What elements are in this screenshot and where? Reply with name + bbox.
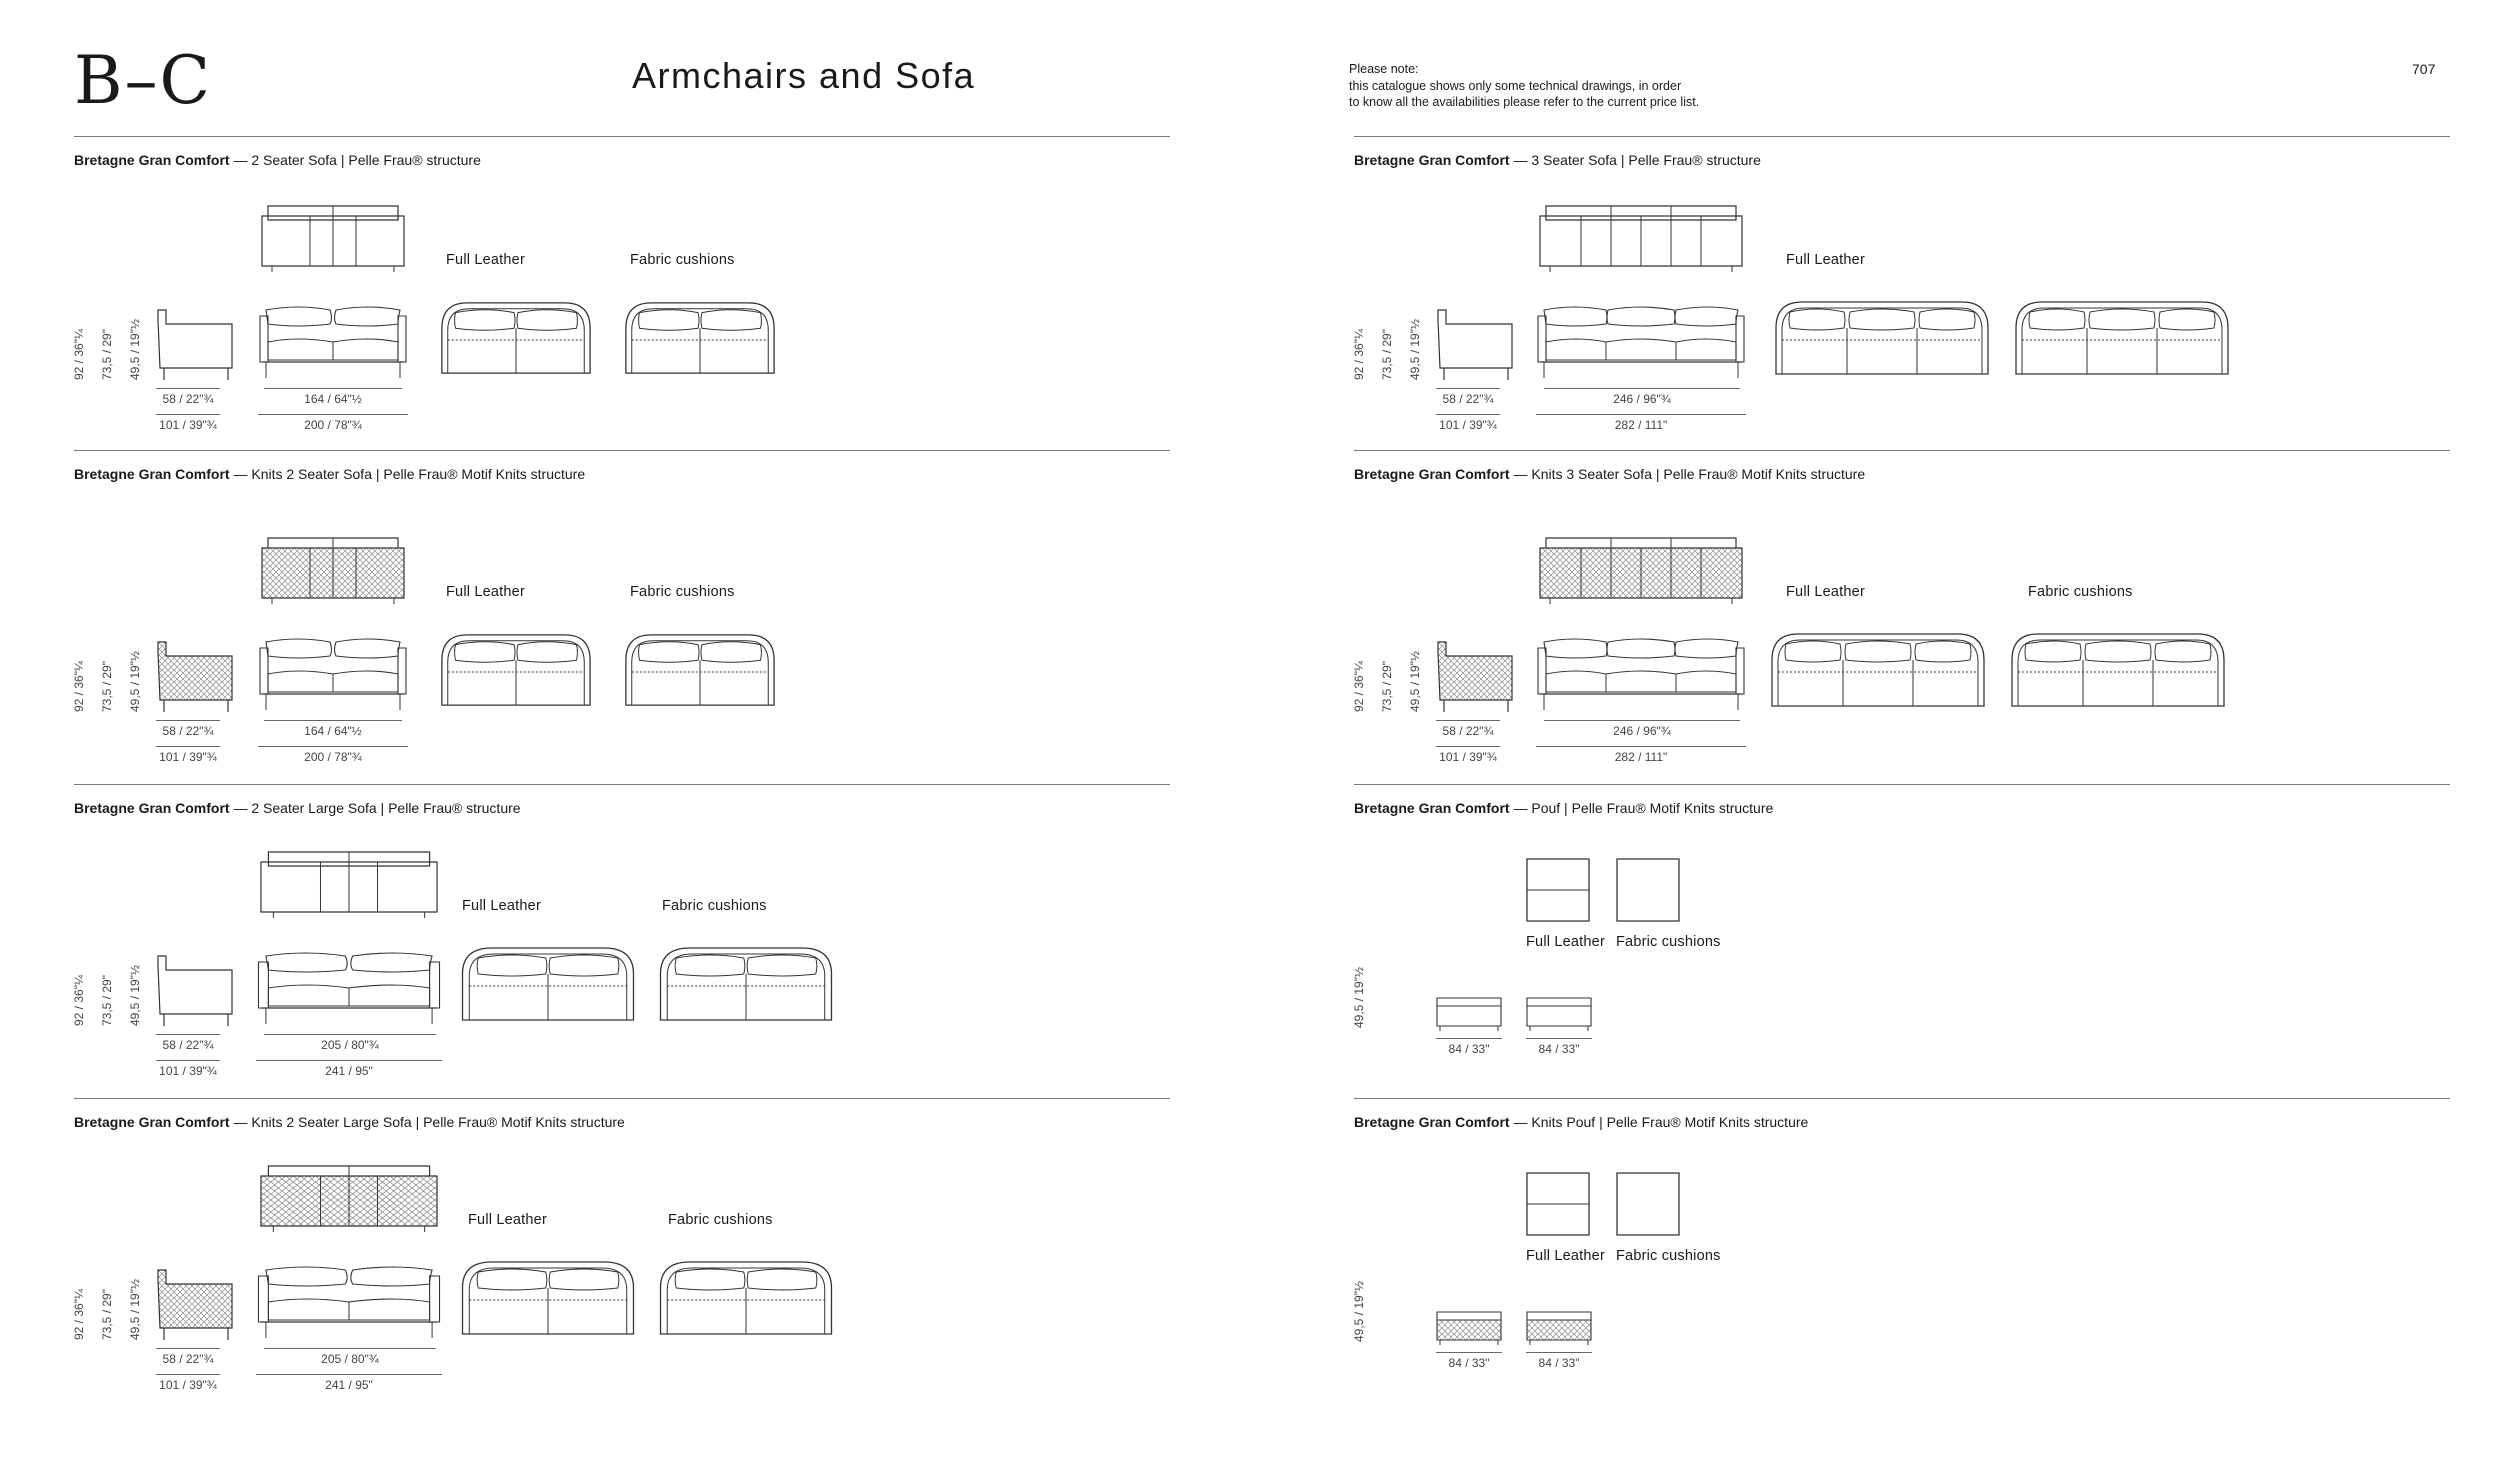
width-dimension: 205 / 80"¾ — [321, 1038, 379, 1052]
back-view-drawing — [1536, 536, 1746, 606]
product-section — [1354, 466, 2448, 776]
width-dimension: 164 / 64"½ — [304, 392, 362, 406]
back-view-drawing — [256, 850, 442, 920]
label-full-leather: Full Leather — [446, 584, 525, 600]
dimension-line — [1526, 1352, 1592, 1353]
width-dimension: 246 / 96"¾ — [1613, 724, 1671, 738]
depth-dimension: 58 / 22"¾ — [162, 392, 214, 406]
width-dimension: 84 / 33" — [1538, 1356, 1580, 1370]
side-view-drawing — [156, 302, 236, 382]
catalogue-note — [1349, 61, 1699, 111]
front-view-drawing — [256, 948, 442, 1028]
product-section — [1354, 1114, 2448, 1424]
pouf-top-full-leather — [1526, 858, 1590, 922]
product-brand: Bretagne Gran Comfort — [74, 152, 230, 168]
product-brand: Bretagne Gran Comfort — [1354, 466, 1510, 482]
dimension-line — [156, 720, 220, 721]
dimension-line — [156, 746, 220, 747]
pouf-side-view — [1436, 1310, 1502, 1346]
pouf-top-fabric-cushions — [1616, 858, 1680, 922]
depth-dimension: 101 / 39"¾ — [159, 1064, 217, 1078]
dimension-line — [1436, 1352, 1502, 1353]
dimension-line — [258, 746, 408, 747]
front-view-drawing — [258, 634, 408, 714]
dimension-line — [156, 1034, 220, 1035]
top-view-fabric-cushions — [656, 1258, 836, 1338]
page-number: 707 — [2412, 61, 2436, 77]
depth-dimension: 101 / 39"¾ — [159, 1378, 217, 1392]
product-section — [1354, 800, 2448, 1110]
section-title — [74, 800, 521, 816]
label-fabric-cushions: Fabric cushions — [1616, 1248, 1721, 1264]
divider — [1354, 136, 2450, 137]
dimension-line — [1436, 746, 1500, 747]
divider — [74, 784, 1170, 785]
product-brand: Bretagne Gran Comfort — [74, 466, 230, 482]
pouf-top-full-leather — [1526, 1172, 1590, 1236]
label-full-leather: Full Leather — [1786, 584, 1865, 600]
label-fabric-cushions: Fabric cushions — [662, 898, 767, 914]
side-view-drawing — [156, 634, 236, 714]
dimension-line — [264, 1348, 436, 1349]
depth-dimension: 58 / 22"¾ — [162, 1038, 214, 1052]
height-dimension: 92 / 36"¼ — [72, 329, 86, 380]
height-dimension: 49,5 / 19"½ — [128, 319, 142, 380]
height-dimension: 73,5 / 29" — [100, 661, 114, 712]
top-view-fabric-cushions — [2008, 630, 2228, 710]
label-fabric-cushions: Fabric cushions — [630, 584, 735, 600]
dimension-line — [256, 1060, 442, 1061]
depth-dimension: 101 / 39"¾ — [1439, 418, 1497, 432]
dimension-line — [264, 720, 402, 721]
top-view-full-leather — [1772, 298, 1992, 378]
product-brand: Bretagne Gran Comfort — [1354, 152, 1510, 168]
height-dimension: 49,5 / 19"½ — [1352, 1281, 1366, 1342]
note-line: Please note: — [1349, 62, 1419, 76]
label-full-leather: Full Leather — [468, 1212, 547, 1228]
label-fabric-cushions: Fabric cushions — [2028, 584, 2133, 600]
depth-dimension: 58 / 22"¾ — [1442, 392, 1494, 406]
label-full-leather: Full Leather — [462, 898, 541, 914]
dimension-line — [156, 1348, 220, 1349]
height-dimension: 73,5 / 29" — [100, 975, 114, 1026]
depth-dimension: 101 / 39"¾ — [159, 418, 217, 432]
dimension-line — [1536, 414, 1746, 415]
width-dimension: 282 / 111" — [1614, 418, 1668, 432]
label-fabric-cushions: Fabric cushions — [668, 1212, 773, 1228]
label-fabric-cushions: Fabric cushions — [630, 252, 735, 268]
width-dimension: 282 / 111" — [1614, 750, 1668, 764]
section-title — [1354, 466, 1865, 482]
top-view-full-leather — [458, 1258, 638, 1338]
height-dimension: 73,5 / 29" — [1380, 661, 1394, 712]
back-view-drawing — [258, 204, 408, 274]
pouf-top-fabric-cushions — [1616, 1172, 1680, 1236]
title-separator: — — [1509, 800, 1532, 816]
front-view-drawing — [1536, 634, 1746, 714]
product-variant: Knits 3 Seater Sofa | Pelle Frau® Motif Knits structure — [1531, 466, 1866, 482]
width-dimension: 246 / 96"¾ — [1613, 392, 1671, 406]
dimension-line — [156, 1374, 220, 1375]
dimension-line — [256, 1374, 442, 1375]
width-dimension: 200 / 78"¾ — [304, 750, 362, 764]
product-section — [74, 800, 1168, 1110]
dimension-line — [264, 388, 402, 389]
depth-dimension: 58 / 22"¾ — [1442, 724, 1494, 738]
product-brand: Bretagne Gran Comfort — [74, 1114, 230, 1130]
title-separator: — — [229, 800, 252, 816]
product-variant: Knits Pouf | Pelle Frau® Motif Knits structure — [1531, 1114, 1809, 1130]
height-dimension: 49,5 / 19"½ — [128, 965, 142, 1026]
product-section — [1354, 152, 2448, 462]
product-brand: Bretagne Gran Comfort — [1354, 800, 1510, 816]
depth-dimension: 84 / 33" — [1448, 1042, 1490, 1056]
front-view-drawing — [256, 1262, 442, 1342]
product-section — [74, 152, 1168, 462]
front-view-drawing — [1536, 302, 1746, 382]
product-variant: 2 Seater Large Sofa | Pelle Frau® structure — [251, 800, 521, 816]
height-dimension: 49,5 / 19"½ — [128, 1279, 142, 1340]
pouf-front-view — [1526, 996, 1592, 1032]
dimension-line — [156, 414, 220, 415]
width-dimension: 205 / 80"¾ — [321, 1352, 379, 1366]
top-view-full-leather — [458, 944, 638, 1024]
depth-dimension: 58 / 22"¾ — [162, 724, 214, 738]
note-line: this catalogue shows only some technical drawings, in order — [1349, 78, 1682, 93]
label-full-leather: Full Leather — [1786, 252, 1865, 268]
section-title — [74, 1114, 625, 1130]
height-dimension: 49,5 / 19"½ — [1352, 967, 1366, 1028]
side-view-drawing — [1436, 302, 1516, 382]
width-dimension: 84 / 33" — [1538, 1042, 1580, 1056]
section-title — [74, 152, 481, 168]
height-dimension: 73,5 / 29" — [100, 329, 114, 380]
side-view-drawing — [1436, 634, 1516, 714]
product-brand: Bretagne Gran Comfort — [74, 800, 230, 816]
title-separator: — — [229, 1114, 252, 1130]
width-dimension: 200 / 78"¾ — [304, 418, 362, 432]
label-full-leather: Full Leather — [1526, 1248, 1605, 1264]
product-section — [74, 466, 1168, 776]
dimension-line — [156, 388, 220, 389]
divider — [74, 136, 1170, 137]
brand-logo: B–C — [74, 42, 212, 119]
dimension-line — [264, 1034, 436, 1035]
title-separator: — — [1509, 466, 1532, 482]
title-separator: — — [1509, 1114, 1532, 1130]
top-view-fabric-cushions — [622, 298, 778, 378]
top-view-full-leather — [1768, 630, 1988, 710]
depth-dimension: 84 / 33" — [1448, 1356, 1490, 1370]
dimension-line — [1536, 746, 1746, 747]
note-line: to know all the availabilities please refer to the current price list. — [1349, 95, 1700, 109]
top-view-fabric-cushions — [2012, 298, 2232, 378]
width-dimension: 241 / 95" — [325, 1064, 373, 1078]
dimension-line — [1436, 720, 1500, 721]
product-variant: 2 Seater Sofa | Pelle Frau® structure — [251, 152, 481, 168]
height-dimension: 92 / 36"¼ — [72, 975, 86, 1026]
section-title — [1354, 800, 1773, 816]
top-view-fabric-cushions — [622, 630, 778, 710]
height-dimension: 73,5 / 29" — [1380, 329, 1394, 380]
divider — [1354, 784, 2450, 785]
dimension-line — [258, 414, 408, 415]
product-brand: Bretagne Gran Comfort — [1354, 1114, 1510, 1130]
dimension-line — [1544, 720, 1740, 721]
side-view-drawing — [156, 948, 236, 1028]
height-dimension: 92 / 36"¼ — [72, 661, 86, 712]
depth-dimension: 101 / 39"¾ — [1439, 750, 1497, 764]
product-variant: Knits 2 Seater Sofa | Pelle Frau® Motif Knits structure — [251, 466, 586, 482]
top-view-full-leather — [438, 298, 594, 378]
side-view-drawing — [156, 1262, 236, 1342]
top-view-fabric-cushions — [656, 944, 836, 1024]
product-section — [74, 1114, 1168, 1424]
height-dimension: 49,5 / 19"½ — [1408, 651, 1422, 712]
dimension-line — [1436, 414, 1500, 415]
pouf-front-view — [1526, 1310, 1592, 1346]
dimension-line — [1436, 1038, 1502, 1039]
product-variant: 3 Seater Sofa | Pelle Frau® structure — [1531, 152, 1761, 168]
back-view-drawing — [258, 536, 408, 606]
page-title: Armchairs and Sofa — [632, 55, 976, 96]
height-dimension: 49,5 / 19"½ — [128, 651, 142, 712]
height-dimension: 92 / 36"¼ — [1352, 329, 1366, 380]
back-view-drawing — [1536, 204, 1746, 274]
section-title — [1354, 1114, 1808, 1130]
width-dimension: 164 / 64"½ — [304, 724, 362, 738]
product-variant: Knits 2 Seater Large Sofa | Pelle Frau® Motif Knits structure — [251, 1114, 625, 1130]
product-variant: Pouf | Pelle Frau® Motif Knits structure — [1531, 800, 1774, 816]
dimension-line — [1436, 388, 1500, 389]
dimension-line — [156, 1060, 220, 1061]
height-dimension: 92 / 36"¼ — [1352, 661, 1366, 712]
front-view-drawing — [258, 302, 408, 382]
label-full-leather: Full Leather — [446, 252, 525, 268]
title-separator: — — [229, 152, 252, 168]
title-separator: — — [229, 466, 252, 482]
height-dimension: 73,5 / 29" — [100, 1289, 114, 1340]
width-dimension: 241 / 95" — [325, 1378, 373, 1392]
height-dimension: 92 / 36"¼ — [72, 1289, 86, 1340]
label-full-leather: Full Leather — [1526, 934, 1605, 950]
pouf-side-view — [1436, 996, 1502, 1032]
section-title — [1354, 152, 1761, 168]
label-fabric-cushions: Fabric cushions — [1616, 934, 1721, 950]
section-title — [74, 466, 585, 482]
dimension-line — [1544, 388, 1740, 389]
top-view-full-leather — [438, 630, 594, 710]
height-dimension: 49,5 / 19"½ — [1408, 319, 1422, 380]
dimension-line — [1526, 1038, 1592, 1039]
title-separator: — — [1509, 152, 1532, 168]
depth-dimension: 101 / 39"¾ — [159, 750, 217, 764]
depth-dimension: 58 / 22"¾ — [162, 1352, 214, 1366]
back-view-drawing — [256, 1164, 442, 1234]
